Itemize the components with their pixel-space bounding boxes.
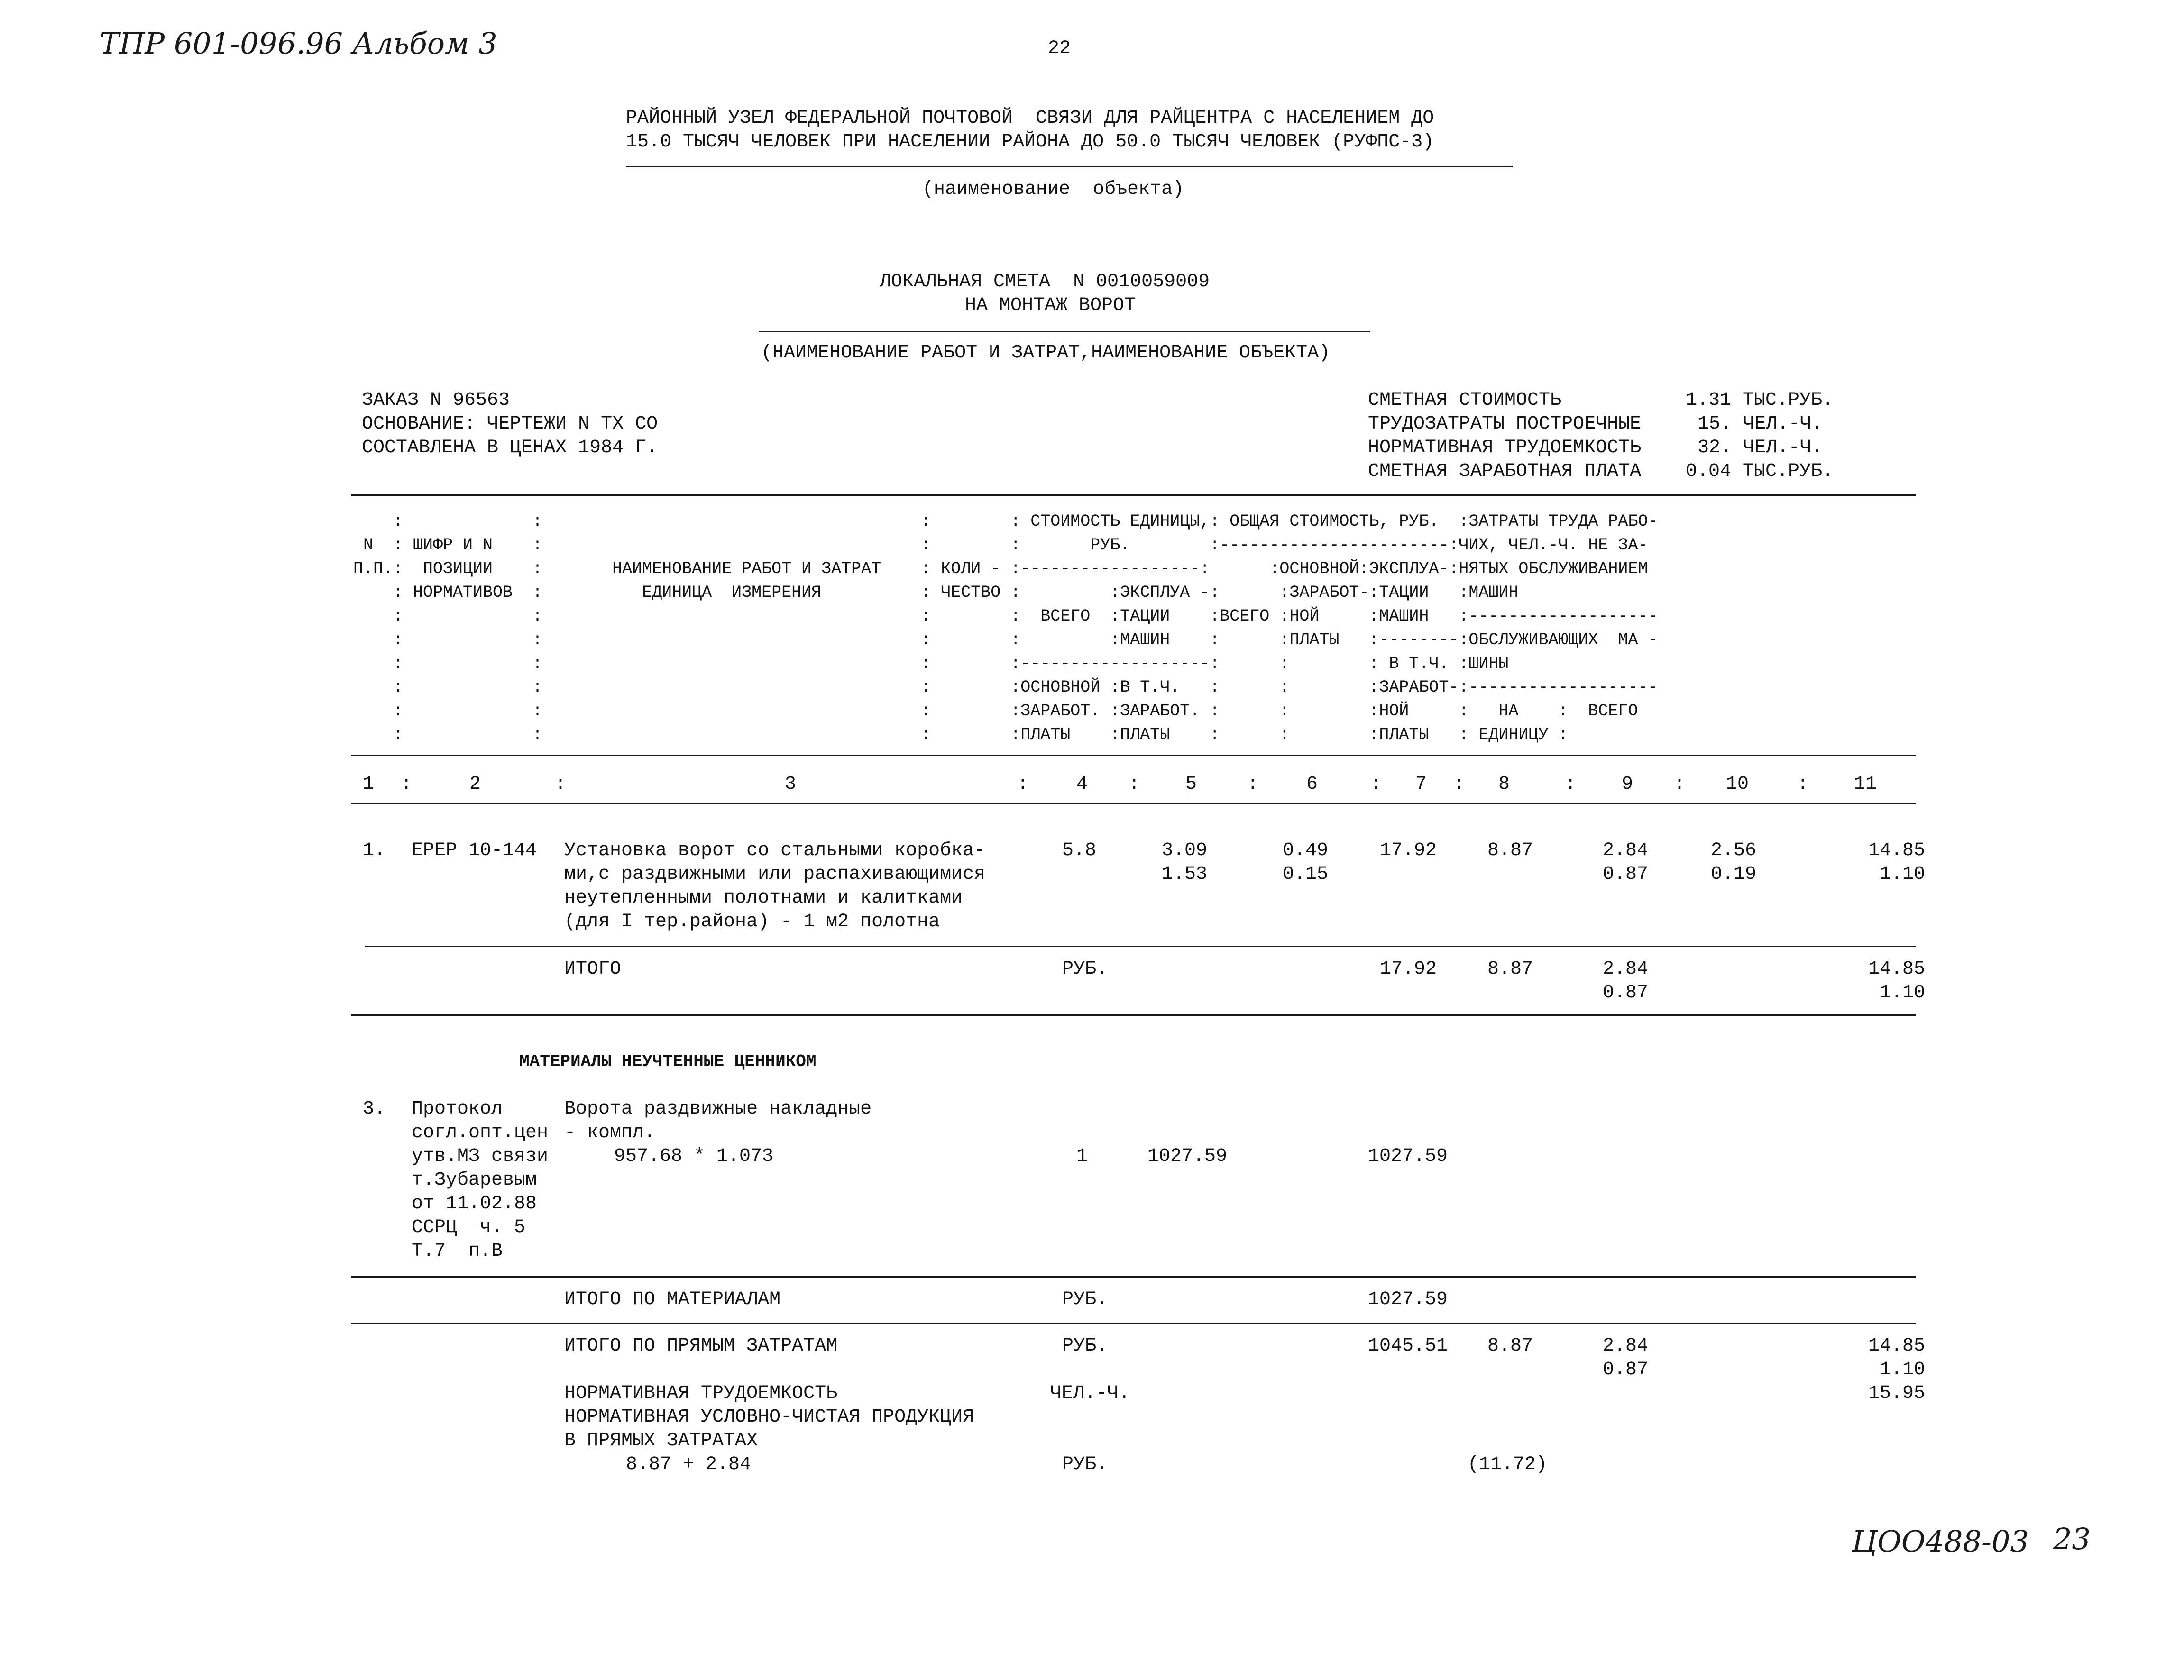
order-number: ЗАКАЗ N 96563 — [362, 390, 510, 411]
itogo-labor-machine: 1.10 — [1879, 982, 1925, 1004]
row1-desc-line4: (для I тер.района) - 1 м2 полотна — [564, 911, 940, 932]
row1-unit-machine-wage: 0.15 — [1283, 864, 1329, 885]
materials-heading: МАТЕРИАЛЫ НЕУЧТЕННЫЕ ЦЕННИКОМ — [519, 1052, 817, 1071]
header-line-6: : : : : :МАШИН : :ПЛАТЫ :--------:ОБСЛУЖИВАЮЩИХ МА - — [353, 630, 1658, 649]
row3-formula: 957.68 * 1.073 — [614, 1146, 774, 1167]
row1-total-machine-wage: 0.87 — [1603, 864, 1649, 885]
itogo-materials-rule — [351, 1323, 1916, 1324]
row1-desc-line2: ми,с раздвижными или распахивающимися — [564, 864, 986, 885]
itogo-materials-total: 1027.59 — [1368, 1289, 1448, 1310]
header-line-2: N : ШИФР И N : : : РУБ. :-----------------------:ЧИХ, ЧЕЛ.-Ч. НЕ ЗА- — [353, 536, 1648, 555]
labor-cost-value: 15. ЧЕЛ.-Ч. — [1698, 413, 1823, 435]
itogo-direct-total: 1045.51 — [1368, 1335, 1448, 1357]
row3-code-line2: согл.опт.цен — [412, 1122, 549, 1143]
row3-code-line5: от 11.02.88 — [412, 1193, 537, 1214]
row1-labor-per-unit: 2.56 — [1711, 840, 1757, 861]
header-line-4: : НОРМАТИВОВ : ЕДИНИЦА ИЗМЕРЕНИЯ : ЧЕСТВО : :ЭКСПЛУА -: :ЗАРАБОТ-:ТАЦИИ :МАШИН — [353, 583, 1519, 602]
row1-labor-total: 14.85 — [1868, 840, 1925, 861]
object-title-line2: 15.0 ТЫСЯЧ ЧЕЛОВЕК ПРИ НАСЕЛЕНИИ РАЙОНА ДО 50.0 ТЫСЯЧ ЧЕЛОВЕК (РУФПС-3) — [626, 131, 1434, 153]
column-number-6: 6 — [1306, 774, 1318, 795]
price-base: СОСТАВЛЕНА В ЦЕНАХ 1984 Г. — [362, 437, 658, 458]
column-number-7: 7 — [1415, 774, 1427, 795]
object-title-rule — [626, 166, 1513, 167]
header-line-10: : : : :ПЛАТЫ :ПЛАТЫ : : :ПЛАТЫ : ЕДИНИЦУ : — [353, 725, 1569, 744]
row3-desc-line1: Ворота раздвижные накладные — [564, 1098, 872, 1120]
norm-labor-row-unit: ЧЕЛ.-Ч. — [1050, 1383, 1130, 1404]
row3-number: 3. — [363, 1098, 386, 1120]
norm-labor-row-label: НОРМАТИВНАЯ ТРУДОЕМКОСТЬ — [564, 1383, 838, 1404]
norm-product-line2: В ПРЯМЫХ ЗАТРАТАХ — [564, 1430, 758, 1452]
norm-labor-row-value: 15.95 — [1868, 1383, 1925, 1404]
column-number-8: 8 — [1498, 774, 1510, 795]
column-number-2: 2 — [469, 774, 481, 795]
itogo-direct-unit: РУБ. — [1062, 1335, 1108, 1357]
row1-unit-machine: 0.49 — [1283, 840, 1329, 861]
itogo-rule — [351, 1014, 1916, 1016]
row3-code-line1: Протокол — [412, 1098, 503, 1120]
itogo-direct-labor: 14.85 — [1868, 1335, 1925, 1357]
norm-product-unit: РУБ. — [1062, 1454, 1108, 1475]
object-title-caption: (наименование объекта) — [922, 179, 1184, 200]
row1-total-wage: 8.87 — [1487, 840, 1533, 861]
estimate-title-line2: НА МОНТАЖ ВОРОТ — [965, 295, 1136, 316]
row3-code-line6: ССРЦ ч. 5 — [412, 1217, 526, 1238]
row1-labor-machine-per-unit: 0.19 — [1711, 864, 1757, 885]
row1-desc-line3: неутепленными полотнами и калитками — [564, 887, 963, 909]
itogo-direct-label: ИТОГО ПО ПРЯМЫМ ЗАТРАТАМ — [564, 1335, 838, 1357]
wage-label: СМЕТНАЯ ЗАРАБОТНАЯ ПЛАТА — [1368, 461, 1642, 482]
estimate-cost-value: 1.31 ТЫС.РУБ. — [1686, 390, 1834, 411]
table-header — [353, 510, 1918, 747]
column-numbers-top-rule — [351, 755, 1916, 756]
norm-labor-value: 32. ЧЕЛ.-Ч. — [1698, 437, 1823, 458]
itogo-materials-unit: РУБ. — [1062, 1289, 1108, 1310]
itogo-label: ИТОГО — [564, 959, 622, 980]
header-line-3: П.П.: ПОЗИЦИИ : НАИМЕНОВАНИЕ РАБОТ И ЗАТРАТ : КОЛИ - :------------------: :ОСНОВНОЙ:ЭКСПЛУА-:НЯТЫХ ОБСЛУЖИВАНИЕМ — [353, 559, 1648, 578]
row1-unit-total: 3.09 — [1162, 840, 1208, 861]
row3-code-line7: Т.7 п.В — [412, 1241, 503, 1262]
itogo-labor: 14.85 — [1868, 959, 1925, 980]
row3-desc-line2: - компл. — [564, 1122, 656, 1143]
norm-product-formula: 8.87 + 2.84 — [626, 1454, 752, 1475]
itogo-machine: 2.84 — [1603, 959, 1649, 980]
row1-unit-wage: 1.53 — [1162, 864, 1208, 885]
row3-code-line3: утв.МЗ связи — [412, 1146, 549, 1167]
table-top-rule — [351, 494, 1916, 496]
header-line-8: : : : :ОСНОВНОЙ :В Т.Ч. : : :ЗАРАБОТ-:------------------- — [353, 678, 1658, 697]
norm-labor-label: НОРМАТИВНАЯ ТРУДОЕМКОСТЬ — [1368, 437, 1642, 458]
row3-rule — [351, 1276, 1916, 1278]
row1-total: 17.92 — [1380, 840, 1437, 861]
itogo-materials-label: ИТОГО ПО МАТЕРИАЛАМ — [564, 1289, 781, 1310]
column-number-3: 3 — [785, 774, 797, 795]
handwritten-album-mark: ТПР 601-096.96 Альбом 3 — [100, 26, 497, 61]
itogo-machine-wage: 0.87 — [1603, 982, 1649, 1004]
row3-code-line4: т.Зубаревым — [412, 1169, 537, 1191]
handwritten-code-mark: ЦОО488-03 — [1852, 1524, 2029, 1559]
estimate-cost-label: СМЕТНАЯ СТОИМОСТЬ — [1368, 390, 1562, 411]
row1-code: ЕРЕР 10-144 — [412, 840, 537, 861]
row1-desc-line1: Установка ворот со стальными коробка- — [564, 840, 986, 861]
column-number-4: 4 — [1076, 774, 1088, 795]
header-line-9: : : : :ЗАРАБОТ. :ЗАРАБОТ. : : :НОЙ : НА : ВСЕГО — [353, 702, 1638, 721]
page-number: 22 — [1048, 38, 1071, 59]
wage-value: 0.04 ТЫС.РУБ. — [1686, 461, 1834, 482]
row1-total-machine: 2.84 — [1603, 840, 1649, 861]
column-number-11: 11 — [1854, 774, 1877, 795]
itogo-direct-labor-machine: 1.10 — [1879, 1359, 1925, 1380]
itogo-wage: 8.87 — [1487, 959, 1533, 980]
column-number-9: 9 — [1622, 774, 1633, 795]
row3-quantity: 1 — [1076, 1146, 1088, 1167]
itogo-direct-wage: 8.87 — [1487, 1335, 1533, 1357]
estimate-title-caption: (НАИМЕНОВАНИЕ РАБОТ И ЗАТРАТ,НАИМЕНОВАНИЕ ОБЪЕКТА) — [761, 342, 1331, 364]
row1-labor-machine-total: 1.10 — [1879, 864, 1925, 885]
row3-total: 1027.59 — [1368, 1146, 1448, 1167]
labor-cost-label: ТРУДОЗАТРАТЫ ПОСТРОЕЧНЫЕ — [1368, 413, 1642, 435]
row1-number: 1. — [363, 840, 386, 861]
object-title-line1: РАЙОННЫЙ УЗЕЛ ФЕДЕРАЛЬНОЙ ПОЧТОВОЙ СВЯЗИ ДЛЯ РАЙЦЕНТРА С НАСЕЛЕНИЕМ ДО — [626, 108, 1434, 129]
estimate-title-rule — [759, 331, 1370, 332]
row1-quantity: 5.8 — [1062, 840, 1097, 861]
column-number-1: 1 — [363, 774, 375, 795]
itogo-direct-machine-wage: 0.87 — [1603, 1359, 1649, 1380]
header-line-5: : : : : ВСЕГО :ТАЦИИ :ВСЕГО :НОЙ :МАШИН :------------------- — [353, 607, 1658, 626]
column-numbers-bottom-rule — [351, 803, 1916, 804]
estimate-title-line1: ЛОКАЛЬНАЯ СМЕТА N 0010059009 — [880, 271, 1210, 292]
itogo-direct-machine: 2.84 — [1603, 1335, 1649, 1357]
row1-rule — [365, 946, 1916, 947]
column-number-5: 5 — [1185, 774, 1197, 795]
header-line-1: : : : : СТОИМОСТЬ ЕДИНИЦЫ,: ОБЩАЯ СТОИМОСТЬ, РУБ. :ЗАТРАТЫ ТРУДА РАБО- — [353, 512, 1658, 531]
norm-product-value: (11.72) — [1468, 1454, 1548, 1475]
estimate-page: ТПР 601-096.96 Альбом 3 ЦОО488-03 23 22 РАЙОННЫЙ УЗЕЛ ФЕДЕРАЛЬНОЙ ПОЧТОВОЙ СВЯЗИ ДЛЯ РАЙЦЕНТРА С НАСЕЛЕНИЕМ ДО 15.0 ТЫСЯЧ ЧЕЛОВЕК ПРИ НАСЕЛЕНИИ РАЙОНА ДО 50.0 ТЫСЯЧ ЧЕЛОВЕК (РУФПС-3) (наименование объекта) ЛОКАЛЬНАЯ СМЕТА N 0010059009 НА МОНТАЖ ВОРОТ (НАИМЕНОВАНИЕ РАБОТ И ЗАТРАТ,НАИМЕНОВАНИЕ ОБЪЕКТА) ЗАКАЗ N 96563 ОСНОВАНИЕ: ЧЕРТЕЖИ N ТХ СО СОСТАВЛЕНА В ЦЕНАХ 1984 Г. СМЕТНАЯ СТОИМОСТЬ 1.31 ТЫС.РУБ. ТРУДОЗАТРАТЫ ПОСТРОЕЧНЫЕ 15. ЧЕЛ.-Ч. НОРМАТИВНАЯ ТРУДОЕМКОСТЬ 32. ЧЕЛ.-Ч. СМЕТНАЯ ЗАРАБОТНАЯ ПЛАТА 0.04 ТЫС.РУБ. : : : : СТОИМОСТЬ ЕДИНИЦЫ,: ОБЩАЯ СТОИМОСТЬ, РУБ. :ЗАТРАТЫ ТРУДА РАБО- N : ШИФР И N : : : РУБ. :-----------------------:ЧИХ, ЧЕЛ.-Ч. НЕ ЗА- П.П.: ПОЗИЦИИ : НАИМЕНОВАНИЕ РАБОТ И ЗАТРАТ : КОЛИ - :------------------: :ОСНОВНОЙ:ЭКСПЛУА-:НЯТЫХ ОБСЛУЖИВАНИЕМ : НОРМАТИВОВ : ЕДИНИЦА ИЗМЕРЕНИЯ : ЧЕСТВО : :ЭКСПЛУА -: :ЗАРАБОТ-:ТАЦИИ :МАШИН : : : : ВСЕГО :ТАЦИИ :ВСЕГО :НОЙ :МАШИН :------------------- : : : : :МАШИН : :ПЛАТЫ :--------:ОБСЛУЖИВАЮЩИХ МА - : : : :-------------------: : : В Т.Ч. :ШИНЫ : : : :ОСНОВНОЙ :В Т.Ч. : : :ЗАРАБОТ-:------------------- : : : :ЗАРАБОТ. :ЗАРАБОТ. : : :НОЙ : НА : ВСЕГО : : : :ПЛАТЫ :ПЛАТЫ : : :ПЛАТЫ : ЕДИНИЦУ : 1 2 3 4 5 6 7 8 9 10 11 : : : : : : : : : : 1. ЕРЕР 10-144 Установка ворот со стальными коробка- ми,с раздвижными или распахивающимися неутепленными полотнами и калитками (для I тер.района) - 1 м2 полотна 5.8 3.09 1.53 0.49 0.15 17.92 8.87 2.84 0.87 2.56 0.19 14.85 1.10 ИТОГО РУБ. 17.92 8.87 2.84 0.87 14.85 1.10 МАТЕРИАЛЫ НЕУЧТЕННЫЕ ЦЕННИКОМ 3. Протокол согл.опт.цен утв.МЗ связи т.Зубаревым от 11.02.88 ССРЦ ч. 5 Т.7 п.В Ворота раздвижные накладные - компл. 957.68 * 1.073 1 1027.59 1027.59 ИТОГО ПО МАТЕРИАЛАМ РУБ. 1027.59 ИТОГО ПО ПРЯМЫМ ЗАТРАТАМ РУБ. 1045.51 8.87 2.84 0.87 14.85 1.10 НОРМАТИВНАЯ ТРУДОЕМКОСТЬ ЧЕЛ.-Ч. 15.95 НОРМАТИВНАЯ УСЛОВНО-ЧИСТАЯ ПРОДУКЦИЯ В ПРЯМЫХ ЗАТРАТАХ 8.87 + 2.84 РУБ. (11.72) — [100, 26, 2091, 1559]
header-line-7: : : : :-------------------: : : В Т.Ч. :ШИНЫ — [353, 654, 1509, 673]
itogo-unit: РУБ. — [1062, 959, 1108, 980]
itogo-total: 17.92 — [1380, 959, 1437, 980]
handwritten-page-mark: 23 — [2053, 1522, 2091, 1556]
row3-unit-total: 1027.59 — [1147, 1146, 1228, 1167]
norm-product-line1: НОРМАТИВНАЯ УСЛОВНО-ЧИСТАЯ ПРОДУКЦИЯ — [564, 1406, 974, 1428]
basis-drawings: ОСНОВАНИЕ: ЧЕРТЕЖИ N ТХ СО — [362, 413, 658, 435]
column-number-10: 10 — [1726, 774, 1749, 795]
